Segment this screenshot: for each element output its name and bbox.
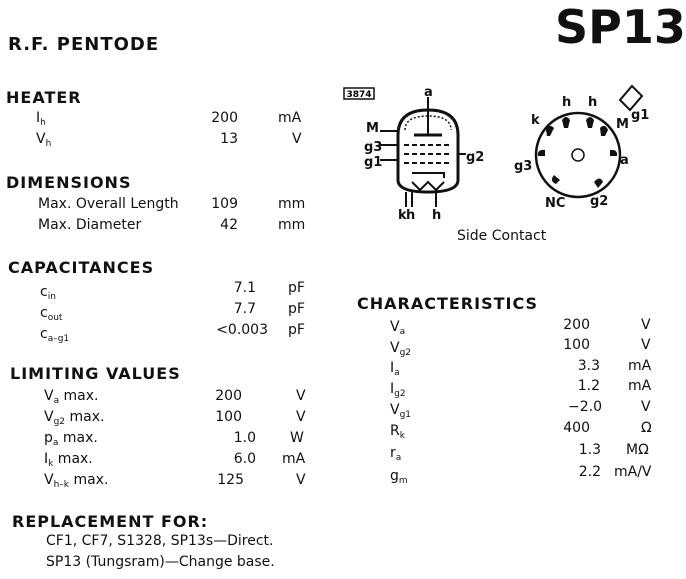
- cap-row-label: $c_{out}$: [40, 305, 63, 323]
- electrode-diagrams: [0, 0, 669, 260]
- tube-code: SP13: [555, 0, 686, 54]
- limiting-row-label: $V_a$ max.: [44, 388, 99, 406]
- limiting-row-label: $I_k$ max.: [44, 451, 93, 469]
- dimensions-row-label: Max. Diameter: [38, 217, 142, 233]
- limiting-row-unit: V: [296, 409, 306, 425]
- limiting-row-value: 100: [215, 409, 242, 425]
- heater-heading: HEATER: [6, 88, 82, 107]
- char-row-unit: mA: [628, 378, 652, 394]
- heater-row-value: 13: [220, 131, 238, 147]
- base-pin-label: h: [588, 95, 598, 110]
- base-pin-label: g1: [631, 108, 650, 123]
- limiting-row-label: $V_{g2}$ max.: [44, 409, 105, 427]
- char-row-unit: Ω: [641, 420, 652, 436]
- limiting-row-unit: mA: [282, 451, 306, 467]
- char-row-value: 100: [563, 337, 590, 353]
- cap-row-unit: pF: [288, 301, 305, 317]
- char-row-label: $r_a$: [390, 445, 402, 463]
- svg-text:3874: 3874: [346, 90, 372, 100]
- limiting-row-value: 200: [215, 388, 242, 404]
- cap-row-value: <0.003: [216, 322, 268, 338]
- heater-row-value: 200: [211, 110, 238, 126]
- replacement-line: SP13 (Tungsram)—Change base.: [46, 554, 275, 570]
- dimensions-row-label: Max. Overall Length: [38, 196, 179, 212]
- limiting-row-unit: V: [296, 472, 306, 488]
- page-subtitle: R.F. PENTODE: [8, 34, 160, 55]
- replacement-heading: REPLACEMENT FOR:: [12, 512, 209, 531]
- dimensions-row-unit: mm: [278, 217, 306, 233]
- pin-label: g1: [364, 155, 383, 170]
- pin-label: h: [406, 208, 416, 223]
- limiting-row-unit: V: [296, 388, 306, 404]
- limiting-heading: LIMITING VALUES: [10, 364, 181, 383]
- cap-row-unit: pF: [288, 322, 305, 338]
- base-pin-label: a: [620, 153, 629, 168]
- cap-row-value: 7.7: [233, 301, 256, 317]
- char-row-value: 1.2: [577, 378, 600, 394]
- pin-label: g3: [364, 140, 383, 155]
- char-row-value: 400: [563, 420, 590, 436]
- char-row-unit: V: [641, 317, 651, 333]
- cap-row-label: $c_{a-g1}$: [40, 326, 70, 344]
- limiting-row-value: 125: [217, 472, 244, 488]
- pin-label: a: [424, 85, 433, 100]
- limiting-row-value: 1.0: [233, 430, 256, 446]
- dimensions-row-value: 109: [211, 196, 238, 212]
- char-row-value: 2.2: [578, 464, 601, 480]
- capacitances-heading: CAPACITANCES: [8, 258, 155, 277]
- cap-row-unit: pF: [288, 280, 305, 296]
- base-pin-label: g3: [514, 159, 533, 174]
- heater-row-label: $I_h$: [36, 110, 46, 128]
- heater-row-unit: V: [292, 131, 302, 147]
- replacement-line: CF1, CF7, S1328, SP13s—Direct.: [46, 533, 274, 549]
- ref-tag: [344, 88, 374, 100]
- char-row-label: $V_{g2}$: [390, 340, 412, 358]
- char-row-value: −2.0: [568, 399, 602, 415]
- pin-label: g2: [466, 150, 485, 165]
- char-row-unit: V: [641, 337, 651, 353]
- pin-label: k: [398, 208, 407, 223]
- cap-row-label: $c_{in}$: [40, 284, 56, 302]
- base-pin-label: h: [562, 95, 572, 110]
- base-pin-label: M: [616, 117, 629, 132]
- char-row-value: 1.3: [578, 442, 601, 458]
- char-row-unit: MΩ: [626, 442, 649, 458]
- char-row-unit: V: [641, 399, 651, 415]
- limiting-row-value: 6.0: [233, 451, 256, 467]
- char-row-value: 3.3: [577, 358, 600, 374]
- heater-row-label: $V_h$: [36, 131, 52, 149]
- cap-row-value: 7.1: [233, 280, 256, 296]
- char-row-value: 200: [563, 317, 590, 333]
- dimensions-heading: DIMENSIONS: [6, 173, 132, 192]
- limiting-row-unit: W: [290, 430, 304, 446]
- base-pin-label: NC: [545, 196, 566, 211]
- char-row-label: $R_k$: [390, 423, 405, 441]
- char-row-unit: mA/V: [614, 464, 652, 480]
- base-pin-label: g2: [590, 194, 609, 209]
- pin-label: h: [432, 208, 442, 223]
- dimensions-row-unit: mm: [278, 196, 306, 212]
- char-row-label: $V_{g1}$: [390, 402, 412, 420]
- tube-symbol: [380, 97, 466, 207]
- char-row-label: $I_{g2}$: [390, 381, 406, 399]
- limiting-row-label: $p_a$ max.: [44, 430, 98, 448]
- char-row-label: $g_m$: [390, 468, 408, 486]
- diagram-caption: Side Contact: [457, 228, 547, 244]
- pin-label: M: [366, 121, 379, 136]
- characteristics-heading: CHARACTERISTICS: [357, 294, 539, 313]
- char-row-unit: mA: [628, 358, 652, 374]
- heater-row-unit: mA: [278, 110, 302, 126]
- char-row-label: $I_a$: [390, 360, 400, 378]
- limiting-row-label: $V_{h-k}$ max.: [44, 472, 109, 490]
- char-row-label: $V_a$: [390, 319, 406, 337]
- base-pin-label: k: [531, 113, 540, 128]
- dimensions-row-value: 42: [220, 217, 238, 233]
